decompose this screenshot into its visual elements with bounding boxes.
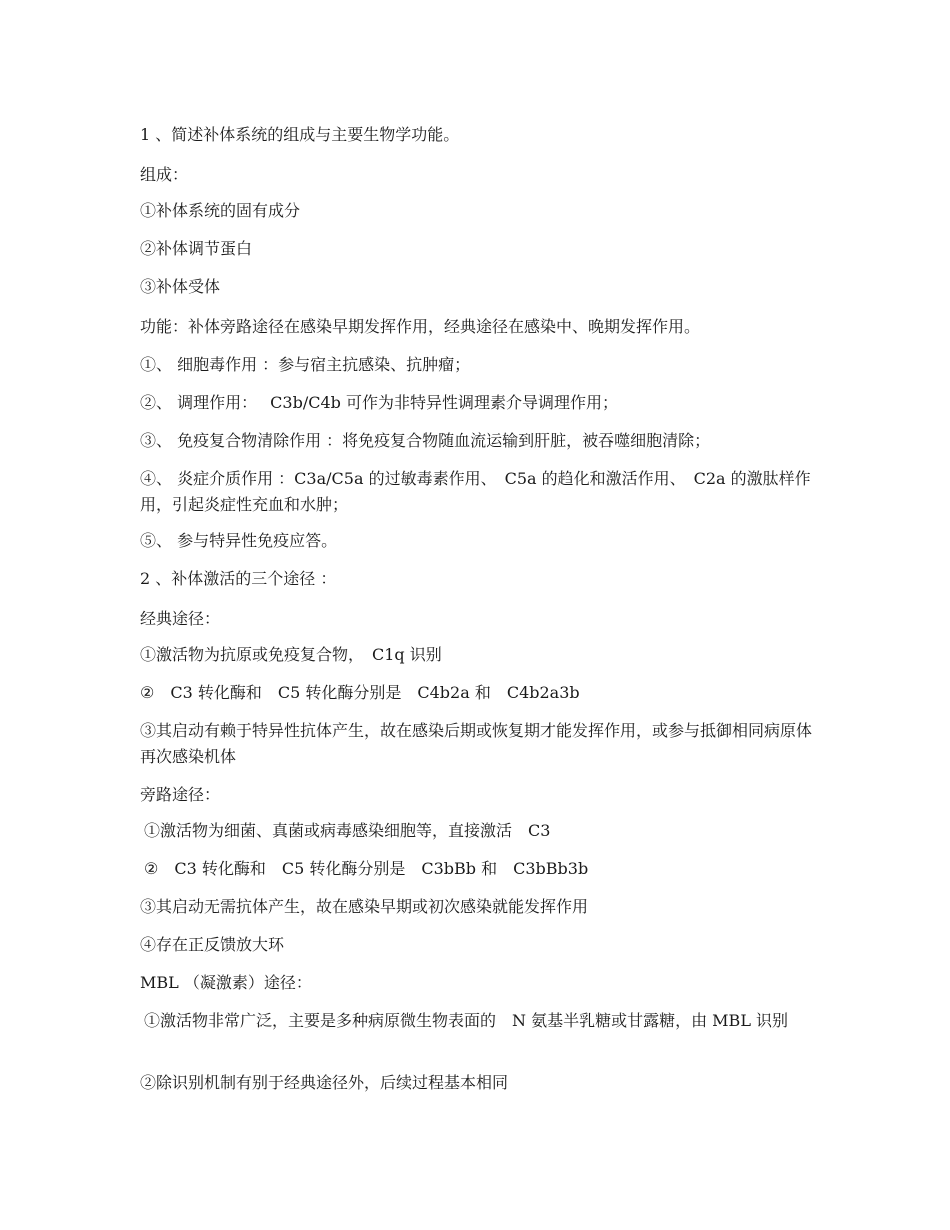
alternative-item-1: ①激活物为细菌、真菌或病毒感染细胞等，直接激活 C3 [144,821,551,840]
function-item-3: ③、 免疫复合物清除作用 ：将免疫复合物随血流运输到肝脏，被吞噬细胞清除； [140,431,711,450]
heading-question-2: 2 、补体激活的三个途径 ： [140,569,337,588]
mbl-item-2: ②除识别机制有别于经典途径外，后续过程基本相同 [140,1073,509,1092]
heading-question-1: 1 、简述补体系统的组成与主要生物学功能。 [140,125,460,144]
alternative-item-2: ② C3 转化酶和 C5 转化酶分别是 C3bBb 和 C3bBb3b [144,859,589,878]
function-item-2: ②、 调理作用： C3b/C4b 可作为非特异性调理素介导调理作用； [140,393,618,412]
label-alternative-pathway: 旁路途径： [140,785,221,804]
composition-item-2: ②补体调节蛋白 [140,239,253,258]
mbl-item-1: ①激活物非常广泛，主要是多种病原微生物表面的 N 氨基半乳糖或甘露糖，由 MBL 识别 [144,1011,789,1030]
composition-item-1: ①补体系统的固有成分 [140,201,301,220]
label-classical-pathway: 经典途径： [140,609,221,628]
label-mbl-pathway: MBL （凝激素）途径： [140,973,312,992]
function-item-4: ④、 炎症介质作用 ：C3a/C5a 的过敏毒素作用、 C5a 的趋化和激活作用、 C2a 的激肽样作用，引起炎症性充血和水肿； [140,469,811,514]
function-item-5: ⑤、 参与特异性免疫应答。 [140,531,338,550]
label-function: 功能：补体旁路途径在感染早期发挥作用，经典途径在感染中、晚期发挥作用。 [140,317,701,336]
function-item-1: ①、 细胞毒作用 ：参与宿主抗感染、抗肿瘤； [140,355,471,374]
label-composition: 组成： [140,165,189,184]
classical-item-3: ③其启动有赖于特异性抗体产生，故在感染后期或恢复期才能发挥作用，或参与抵御相同病原体再次感染机体 [140,721,813,766]
composition-item-3: ③补体受体 [140,277,221,296]
alternative-item-3: ③其启动无需抗体产生，故在感染早期或初次感染就能发挥作用 [140,897,589,916]
classical-item-1: ①激活物为抗原或免疫复合物， C1q 识别 [140,645,442,664]
classical-item-2: ② C3 转化酶和 C5 转化酶分别是 C4b2a 和 C4b2a3b [140,683,580,702]
alternative-item-4: ④存在正反馈放大环 [140,935,285,954]
